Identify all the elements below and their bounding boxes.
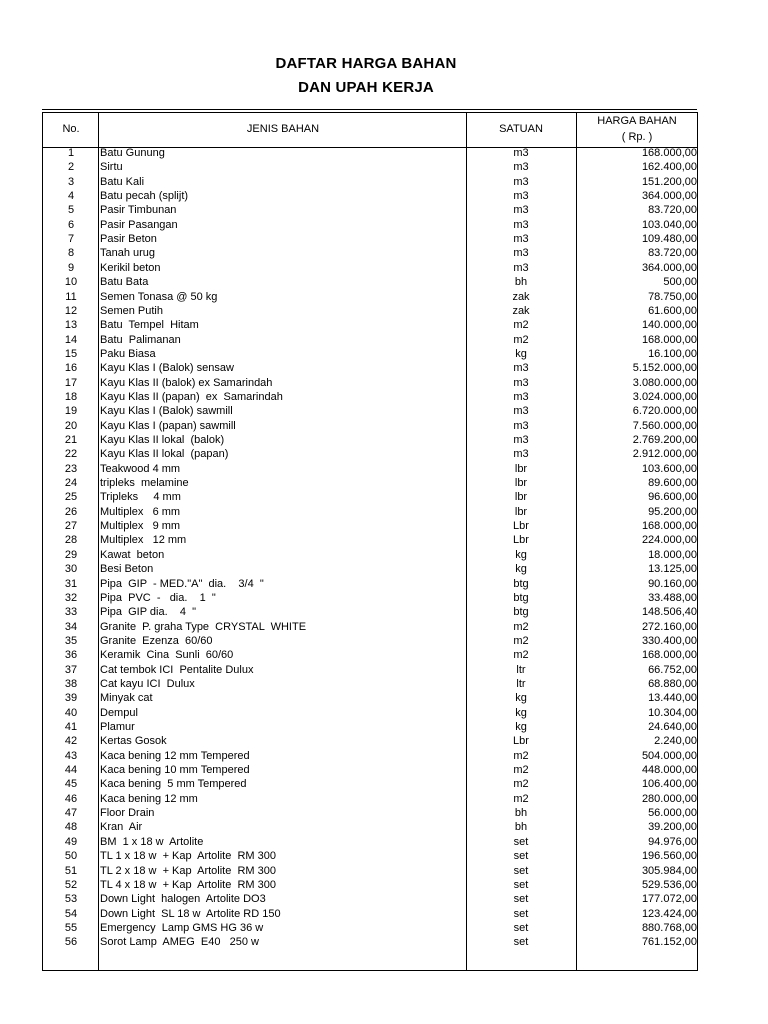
material-price: 95.200,00 [648,505,697,518]
unit-of-measure: m3 [513,190,529,203]
material-name: Tripleks 4 mm [100,491,181,504]
unit-of-measure: btg [513,606,529,619]
material-price: 96.600,00 [648,491,697,504]
material-name: Multiplex 9 mm [100,520,181,533]
material-name: Pasir Timbunan [100,204,177,217]
row-number: 56 [64,936,78,949]
material-name: Tanah urug [100,247,156,260]
material-name: tripleks melamine [100,477,189,490]
price-table [42,112,698,971]
unit-of-measure: Lbr [513,520,529,533]
material-name: Batu Tempel Hitam [100,319,199,332]
unit-of-measure: ltr [516,677,526,690]
unit-of-measure: zak [512,304,530,317]
unit-of-measure: set [513,936,529,949]
unit-of-measure: bh [514,807,528,820]
material-name: Batu Gunung [100,147,165,159]
table-row [43,592,697,606]
table-row [43,793,697,807]
row-number: 14 [64,333,78,346]
material-price: 33.488,00 [648,591,697,604]
table-row [43,865,697,879]
material-name: Sirtu [100,161,123,174]
material-name: Emergency Lamp GMS HG 36 w [100,921,264,934]
table-row [43,635,697,649]
row-number: 40 [64,706,78,719]
row-number: 19 [64,405,78,418]
row-number: 21 [64,434,78,446]
unit-of-measure: m2 [513,649,529,662]
document-title-line2: DAN UPAH KERJA [298,79,434,96]
material-price: 83.720,00 [648,204,697,217]
header-price-line1: HARGA BAHAN [597,115,677,127]
row-number: 47 [64,807,78,820]
table-row [43,821,697,835]
row-number: 24 [64,477,78,490]
material-price: 880.768,00 [641,921,697,934]
row-number: 31 [64,577,78,590]
row-number: 16 [64,362,78,375]
material-name: Batu pecah (splijt) [100,190,189,203]
table-row [43,262,697,276]
row-number: 28 [64,534,78,547]
material-name: Multiplex 6 mm [100,505,181,518]
row-number: 45 [64,778,78,791]
table-row [43,204,697,218]
material-price: 10.304,00 [648,706,697,719]
material-price: 83.720,00 [648,247,697,260]
material-name: Batu Bata [100,276,149,289]
material-price: 168.000,00 [641,333,697,346]
row-number: 43 [64,749,78,762]
material-price: 78.750,00 [648,290,697,303]
material-name: Kayu Klas II (papan) ex Samarindah [100,390,283,403]
material-price: 448.000,00 [641,764,697,777]
material-name: Dempul [100,706,138,719]
unit-of-measure: m3 [513,233,529,246]
material-name: Kawat beton [100,548,165,561]
table-row [43,434,697,448]
row-number: 42 [64,735,78,748]
material-price: 272.160,00 [641,620,697,633]
header-no: No. [62,123,80,135]
table-row [43,190,697,204]
row-number: 23 [64,462,78,475]
table-row [43,448,697,462]
row-number: 29 [64,548,78,561]
row-number: 8 [67,247,75,260]
unit-of-measure: m2 [513,333,529,346]
table-row [43,621,697,635]
material-name: Kaca bening 5 mm Tempered [100,778,247,791]
unit-of-measure: m2 [513,749,529,762]
table-row [43,692,697,706]
material-price: 364.000,00 [641,261,697,274]
row-number: 3 [67,175,75,188]
material-price: 3.024.000,00 [632,390,697,403]
unit-of-measure: kg [515,721,527,733]
unit-of-measure: kg [515,692,527,705]
material-price: 89.600,00 [648,477,697,490]
table-row [43,420,697,434]
row-number: 53 [64,893,78,906]
unit-of-measure: m3 [513,161,529,174]
row-number: 9 [67,261,75,274]
table-row [43,563,697,577]
material-name: Batu Kali [100,175,145,188]
material-name: TL 1 x 18 w + Kap Artolite RM 300 [100,850,276,863]
material-price: 13.125,00 [648,563,697,576]
material-name: Semen Putih [100,304,163,317]
table-row [43,233,697,247]
unit-of-measure: set [513,850,529,863]
row-number: 22 [64,448,78,461]
table-row [43,305,697,319]
unit-of-measure: m3 [513,405,529,418]
material-name: Kayu Klas I (Balok) sensaw [100,362,234,375]
table-row [43,276,697,290]
unit-of-measure: set [513,878,529,891]
table-row [43,549,697,563]
material-name: Minyak cat [100,692,153,705]
material-price: 94.976,00 [648,835,697,848]
row-number: 37 [64,663,78,676]
unit-of-measure: lbr [514,491,528,504]
row-number: 15 [64,347,78,360]
material-name: Kran Air [100,821,143,834]
material-price: 61.600,00 [648,304,697,317]
unit-of-measure: bh [514,276,528,289]
material-price: 168.000,00 [641,649,697,662]
table-row [43,477,697,491]
unit-of-measure: m3 [513,247,529,260]
unit-of-measure: m3 [513,261,529,274]
material-name: Down Light halogen Artolite DO3 [100,893,266,906]
material-name: BM 1 x 18 w Artolite [100,835,204,848]
material-name: TL 4 x 18 w + Kap Artolite RM 300 [100,878,276,891]
material-price: 56.000,00 [648,807,697,820]
unit-of-measure: kg [515,347,527,360]
material-price: 39.200,00 [648,821,697,834]
unit-of-measure: kg [515,563,527,576]
header-unit: SATUAN [499,123,543,135]
unit-of-measure: bh [514,821,528,834]
material-name: Down Light SL 18 w Artolite RD 150 [100,907,281,920]
material-name: Kayu Klas I (Balok) sawmill [100,405,233,418]
material-price: 305.984,00 [641,864,697,877]
unit-of-measure: m3 [513,362,529,375]
material-name: TL 2 x 18 w + Kap Artolite RM 300 [100,864,276,877]
material-name: Keramik Cina Sunli 60/60 [100,649,234,662]
row-number: 41 [64,721,78,733]
table-row [43,778,697,792]
material-price: 168.000,00 [641,147,697,159]
row-number: 46 [64,792,78,805]
material-price: 280.000,00 [641,792,697,805]
table-row [43,649,697,663]
material-name: Sorot Lamp AMEG E40 250 w [100,936,259,949]
unit-of-measure: m2 [513,620,529,633]
table-row [43,176,697,190]
table-row [43,850,697,864]
table-row [43,664,697,678]
material-price: 140.000,00 [641,319,697,332]
unit-of-measure: m2 [513,319,529,332]
material-name: Granite Ezenza 60/60 [100,634,213,647]
unit-of-measure: m2 [513,792,529,805]
unit-of-measure: kg [515,548,527,561]
table-row [43,836,697,850]
material-price: 68.880,00 [648,677,697,690]
document-title-line1: DAFTAR HARGA BAHAN [275,55,457,72]
row-number: 54 [64,907,78,920]
table-row [43,147,697,161]
row-number: 36 [64,649,78,662]
unit-of-measure: btg [513,577,529,590]
row-number: 39 [64,692,78,705]
table-row [43,750,697,764]
material-price: 66.752,00 [648,663,697,676]
material-name: Teakwood 4 mm [100,462,181,475]
material-name: Kayu Klas II (balok) ex Samarindah [100,376,273,389]
table-row [43,405,697,419]
table-row [43,391,697,405]
table-row [43,377,697,391]
table-row [43,491,697,505]
material-price: 364.000,00 [641,190,697,203]
row-number: 26 [64,505,78,518]
title-divider [42,109,697,110]
unit-of-measure: m3 [513,390,529,403]
material-name: Kayu Klas I (papan) sawmill [100,419,236,432]
row-number: 7 [67,233,75,246]
row-number: 51 [64,864,78,877]
unit-of-measure: lbr [514,505,528,518]
material-price: 106.400,00 [641,778,697,791]
material-price: 162.400,00 [641,161,697,174]
unit-of-measure: m3 [513,175,529,188]
material-price: 24.640,00 [648,721,697,733]
material-name: Batu Palimanan [100,333,181,346]
row-number: 11 [65,290,77,303]
unit-of-measure: set [513,864,529,877]
table-row [43,319,697,333]
material-price: 761.152,00 [641,936,697,949]
unit-of-measure: Lbr [513,534,529,547]
material-price: 2.912.000,00 [632,448,697,461]
material-price: 330.400,00 [641,634,697,647]
material-name: Pipa GIP - MED."A" dia. 3/4 " [100,577,264,590]
table-row [43,721,697,735]
table-row [43,219,697,233]
unit-of-measure: Lbr [513,735,529,748]
unit-of-measure: lbr [514,462,528,475]
row-number: 27 [64,520,78,533]
material-name: Multiplex 12 mm [100,534,187,547]
table-row [43,578,697,592]
unit-of-measure: m3 [513,147,529,159]
material-name: Kaca bening 12 mm [100,792,198,805]
row-number: 20 [64,419,78,432]
material-name: Semen Tonasa @ 50 kg [100,290,218,303]
row-number: 2 [67,161,75,174]
table-row [43,534,697,548]
table-row [43,463,697,477]
material-name: Plamur [100,721,135,733]
table-row [43,879,697,893]
unit-of-measure: m2 [513,634,529,647]
material-price: 500,00 [663,276,697,289]
material-price: 7.560.000,00 [632,419,697,432]
row-number: 13 [64,319,78,332]
row-number: 32 [64,591,78,604]
material-price: 3.080.000,00 [632,376,697,389]
material-price: 196.560,00 [641,850,697,863]
table-row [43,506,697,520]
unit-of-measure: m3 [513,218,529,231]
unit-of-measure: m3 [513,419,529,432]
row-number: 44 [64,764,78,777]
unit-of-measure: set [513,835,529,848]
unit-of-measure: m3 [513,448,529,461]
table-row [43,348,697,362]
table-row [43,735,697,749]
material-price: 2.769.200,00 [632,434,697,446]
row-number: 33 [64,606,78,619]
material-name: Pipa PVC - dia. 1 " [100,591,216,604]
row-number: 5 [67,204,75,217]
unit-of-measure: m3 [513,434,529,446]
table-row [43,707,697,721]
row-number: 34 [64,620,78,633]
unit-of-measure: m3 [513,204,529,217]
unit-of-measure: ltr [516,663,526,676]
material-name: Kertas Gosok [100,735,167,748]
unit-of-measure: set [513,893,529,906]
material-price: 6.720.000,00 [632,405,697,418]
material-name: Granite P. graha Type CRYSTAL WHITE [100,620,307,633]
material-price: 148.506,40 [641,606,697,619]
row-number: 4 [67,190,75,203]
material-price: 103.040,00 [641,218,697,231]
table-row [43,807,697,821]
row-number: 49 [64,835,78,848]
table-row [43,362,697,376]
table-row [43,908,697,922]
unit-of-measure: kg [515,706,527,719]
row-number: 10 [64,276,78,289]
table-row [43,922,697,936]
material-name: Kaca bening 10 mm Tempered [100,764,250,777]
material-price: 109.480,00 [641,233,697,246]
unit-of-measure: m3 [513,376,529,389]
row-number: 55 [64,921,78,934]
unit-of-measure: btg [513,591,529,604]
header-price-line2: ( Rp. ) [621,131,653,143]
material-name: Kayu Klas II lokal (papan) [100,448,229,461]
table-row [43,520,697,534]
row-number: 18 [64,390,78,403]
table-row [43,334,697,348]
material-name: Pipa GIP dia. 4 " [100,606,197,619]
table-row [43,893,697,907]
material-price: 151.200,00 [641,175,697,188]
unit-of-measure: zak [512,290,530,303]
unit-of-measure: m2 [513,764,529,777]
material-name: Kaca bening 12 mm Tempered [100,749,250,762]
row-number: 50 [64,850,78,863]
table-row [43,161,697,175]
material-price: 224.000,00 [641,534,697,547]
material-name: Pasir Beton [100,233,157,246]
table-row [43,764,697,778]
material-price: 103.600,00 [641,462,697,475]
material-name: Kayu Klas II lokal (balok) [100,434,225,446]
row-number: 1 [67,147,75,159]
unit-of-measure: set [513,921,529,934]
table-row [43,678,697,692]
row-number: 48 [64,821,78,834]
material-price: 529.536,00 [641,878,697,891]
material-name: Floor Drain [100,807,155,820]
material-name: Cat kayu ICI Dulux [100,677,195,690]
row-number: 38 [64,677,78,690]
material-price: 90.160,00 [648,577,697,590]
row-number: 12 [64,304,78,317]
material-price: 13.440,00 [648,692,697,705]
table-row [43,606,697,620]
material-price: 2.240,00 [654,735,697,748]
material-price: 16.100,00 [648,347,697,360]
table-row [43,247,697,261]
row-number: 30 [64,563,78,576]
row-number: 17 [64,376,78,389]
material-price: 168.000,00 [641,520,697,533]
material-name: Pasir Pasangan [100,218,178,231]
row-number: 52 [64,878,78,891]
material-name: Cat tembok ICI Pentalite Dulux [100,663,254,676]
material-price: 18.000,00 [648,548,697,561]
material-name: Besi Beton [100,563,154,576]
header-name: JENIS BAHAN [246,123,320,135]
material-price: 504.000,00 [641,749,697,762]
row-number: 25 [64,491,78,504]
material-name: Paku Biasa [100,347,156,360]
unit-of-measure: lbr [514,477,528,490]
row-number: 6 [67,218,75,231]
unit-of-measure: set [513,907,529,920]
table-row [43,936,697,950]
material-price: 5.152.000,00 [632,362,697,375]
material-name: Kerikil beton [100,261,161,274]
row-number: 35 [64,634,78,647]
material-price: 123.424,00 [641,907,697,920]
material-price: 177.072,00 [641,893,697,906]
table-row [43,291,697,305]
unit-of-measure: m2 [513,778,529,791]
